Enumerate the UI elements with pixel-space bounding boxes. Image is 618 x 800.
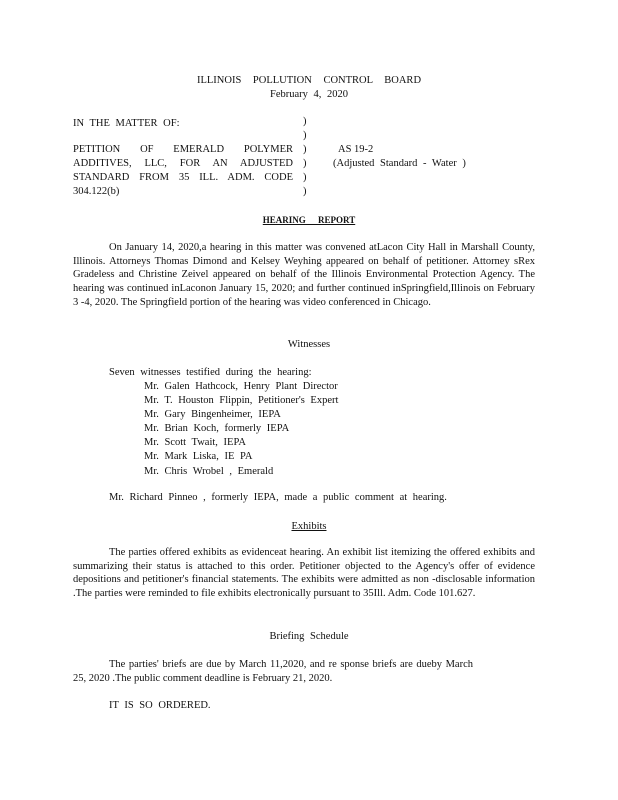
- case-number: AS 19-2: [338, 144, 374, 155]
- witness-item: Mr. Chris Wrobel , Emerald: [144, 465, 274, 477]
- petition-line-1: PETITION OF EMERALD POLYMER: [73, 144, 293, 155]
- caption-paren: ): [303, 172, 307, 183]
- caption-paren: ): [303, 144, 307, 155]
- caption-paren: ): [303, 130, 307, 141]
- document-date: February 4, 2020: [269, 89, 349, 100]
- witness-item: Mr. Gary Bingenheimer, IEPA: [144, 409, 281, 421]
- caption-paren: ): [303, 116, 307, 127]
- petition-line-4: 304.122(b): [73, 186, 120, 197]
- petition-line-2: ADDITIVES, LLC, FOR AN ADJUSTED: [73, 158, 293, 169]
- briefing-heading: Briefing Schedule: [269, 631, 349, 642]
- exhibits-heading: Exhibits: [291, 521, 327, 532]
- petition-line-3: STANDARD FROM 35 ILL. ADM. CODE: [73, 172, 293, 183]
- witness-item: Mr. Mark Liska, IE PA: [144, 451, 253, 463]
- witness-item: Mr. T. Houston Flippin, Petitioner's Expert: [144, 395, 339, 407]
- caption-paren: ): [303, 158, 307, 169]
- witness-item: Mr. Brian Koch, formerly IEPA: [144, 423, 290, 435]
- briefing-paragraph: The parties' briefs are due by March 11,2020, and re sponse briefs are dueby March 25, 2020 .The public comment deadline is February 21, 2020.: [73, 659, 473, 684]
- intro-paragraph: On January 14, 2020,a hearing in this matter was convened atLacon City Hall in Marshall County, Illinois. Attorneys Thomas Dimond and Kelsey Weyhing appeared on behalf of petitioner. Attorney sRex Gradeless and Christine Zeivel appeared on behalf of the Illinois Environmental Protection Agency. The hearing was continued inLaconon January 15, 2020; and further continued inSpringfield,Illinois on February 3 -4, 2020. The Springfield portion of the hearing was video conferenced in Chicago.: [73, 242, 535, 308]
- matter-label: IN THE MATTER OF:: [73, 118, 180, 129]
- closing-order: IT IS SO ORDERED.: [109, 700, 211, 711]
- exhibits-paragraph: The parties offered exhibits as evidenceat hearing. An exhibit list itemizing the offered exhibits and summarizing their status is attached to this order. Petitioner objected to the Agency's offer of evidence depositions and petitioner's financial statements. The exhibits were admitted as non -disclosable information .The parties were reminded to file exhibits electronically pursuant to 35Ill. Adm. Code 101.627.: [73, 547, 535, 600]
- witness-item: Mr. Galen Hathcock, Henry Plant Director: [144, 381, 338, 392]
- witness-item: Mr. Scott Twait, IEPA: [144, 437, 246, 449]
- case-type: (Adjusted Standard - Water ): [333, 158, 466, 169]
- caption-paren: ): [303, 186, 307, 197]
- witnesses-intro: Seven witnesses testified during the hearing:: [109, 367, 312, 378]
- agency-title: ILLINOIS POLLUTION CONTROL BOARD: [196, 75, 422, 86]
- report-title: HEARING REPORT: [262, 215, 356, 225]
- witness-list: [144, 380, 338, 479]
- public-comment-note: Mr. Richard Pinneo , formerly IEPA, made a public comment at hearing.: [109, 492, 447, 503]
- witnesses-heading: Witnesses: [287, 339, 331, 350]
